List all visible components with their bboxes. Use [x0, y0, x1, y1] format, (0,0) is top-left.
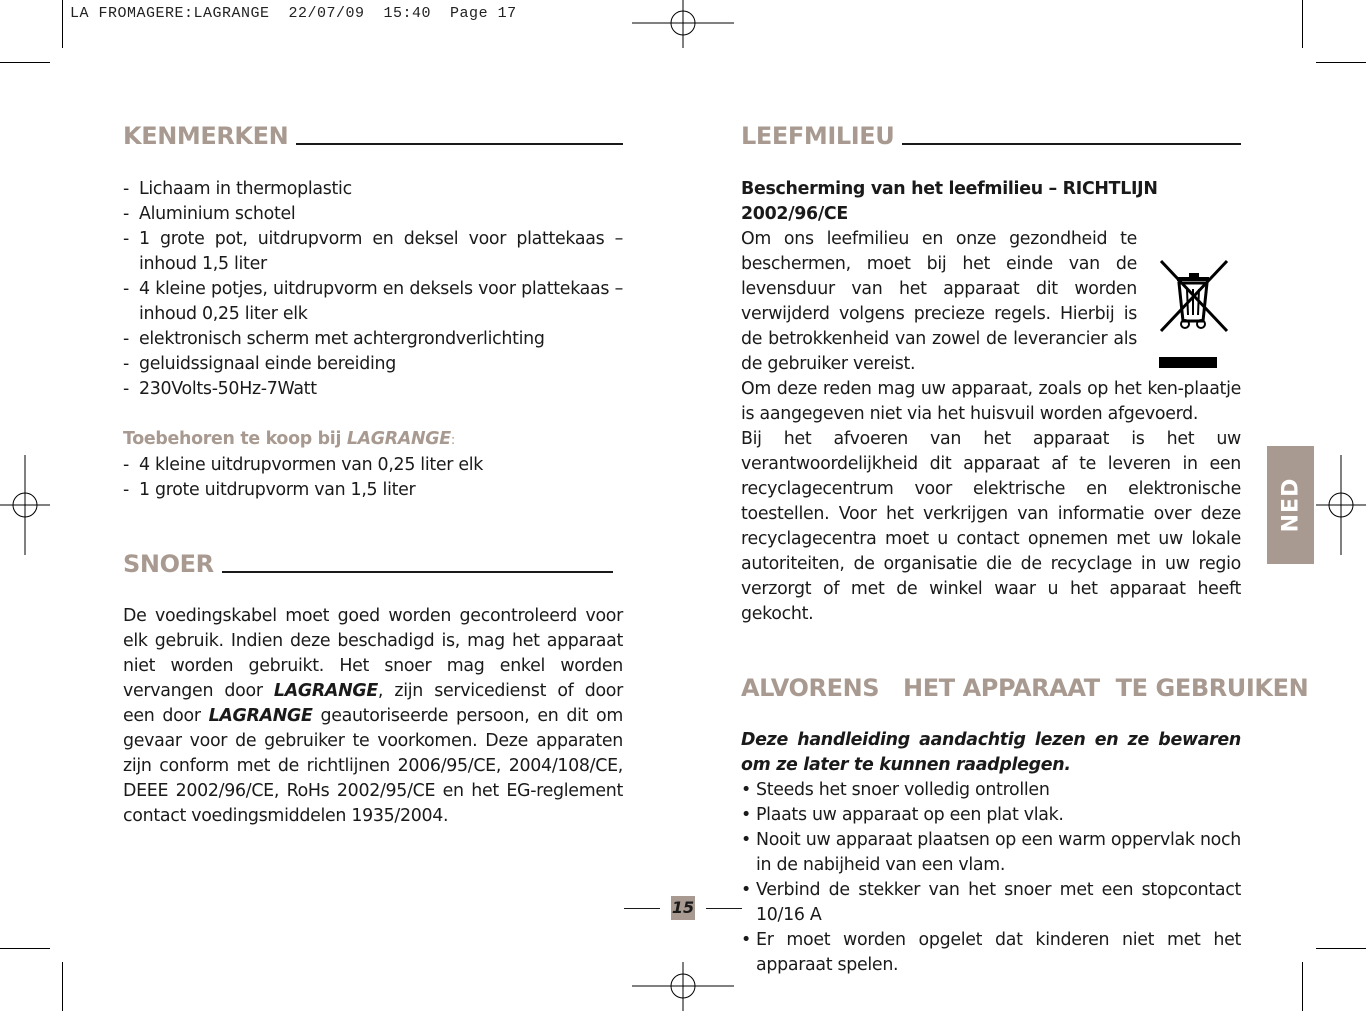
kenmerken-heading: [123, 120, 623, 152]
accessories-list: [123, 453, 623, 503]
kenmerken-title: KENMERKEN: [123, 122, 289, 150]
list-item: - 1 grote uitdrupvorm van 1,5 liter: [123, 478, 623, 503]
page-number: 15: [671, 896, 695, 920]
alvorens-intro: Deze handleiding aandachtig lezen en ze bewaren om ze later te kunnen raadplegen.: [741, 730, 1241, 775]
brand-name: LAGRANGE: [208, 706, 313, 726]
heading-rule: [902, 143, 1241, 145]
weee-crossed-bin-icon: [1149, 249, 1241, 369]
list-item: • Verbind de stekker van het snoer met een stopcontact 10/16 A: [741, 878, 1241, 928]
page-number-rule: [624, 908, 660, 909]
heading-rule: [222, 571, 613, 573]
crop-mark: [0, 62, 50, 63]
kenmerken-list: [123, 177, 623, 402]
snoer-title: SNOER: [123, 550, 214, 578]
leefmilieu-subtitle: Bescherming van het leefmilieu – RICHTLIJN 2002/96/CE: [741, 179, 1158, 224]
alvorens-list: [741, 778, 1241, 978]
leefmilieu-paragraph-1: [741, 227, 1241, 377]
leefmilieu-title: LEEFMILIEU: [741, 122, 895, 150]
print-slug: LA FROMAGERE:LAGRANGE 22/07/09 15:40 Page 17: [70, 5, 517, 22]
leefmilieu-paragraph-3: Bij het afvoeren van het apparaat is het uw verantwoordelijkheid dit apparaat af te leveren in een recyclagecentrum voor elektrische en elektronische toestellen. Voor het verkrijgen van informatie over deze recyclagecentra moet u contact opnemen met uw lokale autoriteiten, de organisatie die de recyclage in uw regio verzorgt of met de winkel waar u het apparaat heeft gekocht.: [741, 429, 1241, 624]
list-item: • Plaats uw apparaat op een plat vlak.: [741, 803, 1241, 828]
registration-mark-top: [632, 0, 734, 48]
alvorens-heading: [741, 672, 1309, 704]
accessories-colon: :: [450, 433, 455, 448]
list-item: • Er moet worden opgelet dat kinderen niet met het apparaat spelen.: [741, 928, 1241, 978]
list-item: - 1 grote pot, uitdrupvorm en deksel voor plattekaas – inhoud 1,5 liter: [123, 227, 623, 277]
list-item: - geluidssignaal einde bereiding: [123, 352, 623, 377]
crop-mark: [0, 948, 50, 949]
page-number-rule: [706, 908, 742, 909]
snoer-text: De voedingskabel moet goed worden gecontroleerd voor elk gebruik. Indien deze beschadigd is, mag het apparaat niet worden gebruikt. Het snoer mag enkel worden vervangen door: [123, 606, 623, 701]
list-item: - Aluminium schotel: [123, 202, 623, 227]
list-item: - elektronisch scherm met achtergrondverlichting: [123, 327, 623, 352]
leefmilieu-paragraph-2: Om deze reden mag uw apparaat, zoals op het ken-plaatje is aangegeven niet via het huisvuil worden afgevoerd.: [741, 379, 1241, 424]
registration-mark-left: [0, 455, 50, 555]
crop-mark: [1316, 62, 1366, 63]
leefmilieu-text: Om ons leefmilieu en onze gezondheid te beschermen, moet bij het einde van de levensduur van het apparaat dit worden verwijderd volgens precieze regels. Hierbij is de betrokkenheid van zowel de leverancier als de gebruiker vereist.: [741, 229, 1137, 374]
list-item: • Nooit uw apparaat plaatsen op een warm oppervlak noch in de nabijheid van een vlam.: [741, 828, 1241, 878]
registration-mark-right: [1316, 455, 1366, 555]
snoer-text: , zijn servicedienst of door een door: [123, 681, 623, 726]
language-tab: [1267, 446, 1314, 564]
language-tab-label: NED: [1278, 477, 1303, 533]
crop-mark: [62, 962, 63, 1011]
crop-mark: [1316, 948, 1366, 949]
snoer-paragraph: [123, 604, 623, 829]
accessories-label: Toebehoren te koop bij: [123, 429, 347, 449]
list-item: - 230Volts-50Hz-7Watt: [123, 377, 623, 402]
registration-mark-bottom: [632, 962, 734, 1011]
list-item: - 4 kleine uitdrupvormen van 0,25 liter elk: [123, 453, 623, 478]
left-column: [123, 120, 623, 829]
alvorens-title: ALVORENS HET APPARAAT TE GEBRUIKEN: [741, 674, 1309, 702]
snoer-text: geautoriseerde persoon, en dit om gevaar voor de gebruiker te voorkomen. Deze apparaten zijn conform met de richtlijnen 2006/95/CE, 2004/108/CE, DEEE 2002/96/CE, RoHs 2002/95/CE en het EG-reglement contact voedingsmiddelen 1935/2004.: [123, 706, 623, 826]
snoer-heading: [123, 548, 613, 580]
accessories-brand: LAGRANGE: [346, 429, 451, 449]
crop-mark: [1302, 962, 1303, 1011]
accessories-heading: [123, 427, 623, 453]
brand-name: LAGRANGE: [273, 681, 378, 701]
leefmilieu-heading: [741, 120, 1241, 152]
list-item: • Steeds het snoer volledig ontrollen: [741, 778, 1241, 803]
crop-mark: [1302, 0, 1303, 48]
heading-rule: [296, 143, 623, 145]
list-item: - 4 kleine potjes, uitdrupvorm en deksels voor plattekaas – inhoud 0,25 liter elk: [123, 277, 623, 327]
crop-mark: [62, 0, 63, 48]
list-item: - Lichaam in thermoplastic: [123, 177, 623, 202]
